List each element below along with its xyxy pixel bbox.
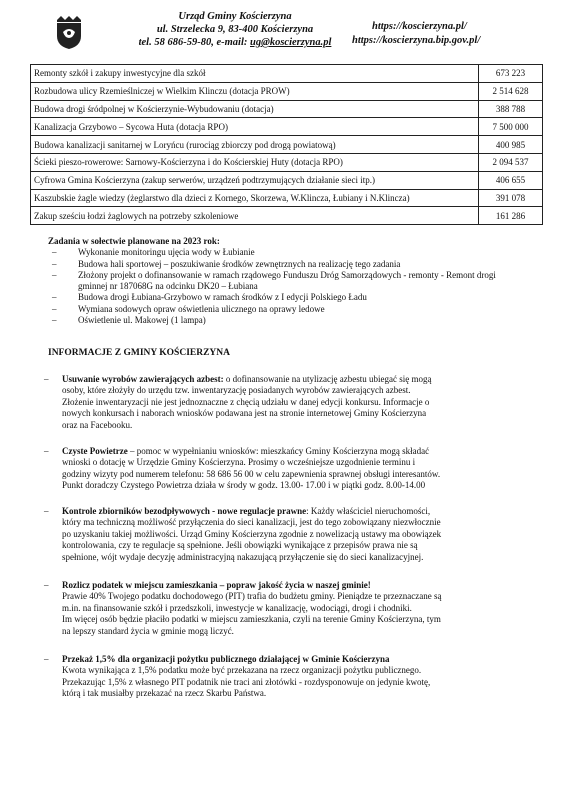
info-line: Im więcej osób będzie płaciło podatki w miejscu zamieszkania, czyli na terenie Gminy Kościerzyna, tym [62, 614, 441, 625]
tasks-list [48, 247, 508, 326]
website-link[interactable]: https://koscierzyna.pl/ [372, 21, 467, 32]
investment-name: Rozbudowa ulicy Rzemieślniczej w Wielkim Klinczu (dotacja PROW) [31, 82, 479, 100]
info-line: – pomoc w wypełnianiu wniosków: mieszkańcy Gminy Kościerzyna mogą składać [127, 446, 430, 456]
info-line: na lepszy standard życia w gminie mogą liczyć. [62, 625, 234, 636]
tasks-title: Zadania w sołectwie planowane na 2023 rok: [48, 236, 220, 246]
investment-amount: 388 788 [479, 100, 543, 118]
info-line: spełnione, wójt wydaje decyzję administracyjną nakazującą przyłączenie się do sieci kanalizacyjnej. [62, 551, 424, 562]
info-heading: Przekaż 1,5% dla organizacji pożytku publicznego działającej w Gminie Kościerzyna [62, 654, 390, 664]
info-item-asbestos [44, 374, 514, 431]
investment-name: Ścieki pieszo-rowerowe: Sarnowy-Kościerzyna i do Kościerskiej Huty (dotacja RPO) [31, 153, 479, 171]
info-line: godziny wizyty pod numerem telefonu: 58 686 56 00 w celu zapewnienia sprawnej obsługi interesantów. [62, 468, 441, 479]
office-contact [110, 36, 360, 49]
investment-name: Kaszubskie żagle wiedzy (żeglarstwo dla dzieci z Kornego, Skorzewa, W.Klincza, Łubiany i N.Klincza) [31, 189, 479, 207]
table-row [31, 82, 543, 100]
list-item: – Wykonanie monitoringu ujęcia wody w Łubianie [48, 247, 508, 258]
investment-name: Budowa drogi śródpolnej w Kościerzynie-Wybudowaniu (dotacja) [31, 100, 479, 118]
investment-amount: 7 500 000 [479, 118, 543, 136]
dash-bullet: – [44, 374, 49, 384]
web-links [352, 20, 562, 48]
info-line: który ma techniczną możliwość przyłączenia do sieci kanalizacji, jest do tego zobowiązany niezwłocznie [62, 517, 441, 528]
table-row [31, 100, 543, 118]
info-title: INFORMACJE Z GMINY KOŚCIERZYNA [48, 348, 231, 358]
info-heading: Kontrole zbiorników bezodpływowych - nowe regulacje prawne [62, 506, 307, 516]
info-line: którą i tak musiałby przekazać na rzecz Skarbu Państwa. [62, 688, 267, 699]
info-item-tax [44, 580, 514, 637]
table-row [31, 153, 543, 171]
investment-amount: 161 286 [479, 207, 543, 225]
info-heading: Usuwanie wyrobów zawierających azbest: [62, 374, 224, 384]
list-item: – Budowa drogi Łubiana-Grzybowo w ramach środków z I edycji Polskiego Ładu [48, 292, 508, 303]
table-row [31, 171, 543, 189]
investment-name: Zakup sześciu łodzi żaglowych na potrzeby szkoleniowe [31, 207, 479, 225]
list-item: – Wymiana sodowych opraw oświetlenia ulicznego na oprawy ledowe [48, 304, 508, 315]
investment-name: Remonty szkół i zakupy inwestycyjne dla szkół [31, 65, 479, 83]
municipality-crest-icon [54, 14, 84, 50]
investment-amount: 673 223 [479, 65, 543, 83]
info-line: : Każdy właściciel nieruchomości, [306, 506, 431, 516]
list-item: – Budowa hali sportowej – poszukiwanie środków zewnętrznych na realizację tego zadania [48, 259, 508, 270]
table-row [31, 207, 543, 225]
info-line: Punkt doradczy Czystego Powietrza działa w środy w godz. 13.00- 17.00 i w piątki godz. 8.00-14.00 [62, 480, 426, 491]
investment-amount: 400 985 [479, 136, 543, 154]
info-line: nowych konkursach i naborach wniosków podawana jest na stronie internetowej Gminy Kościerzyna [62, 408, 427, 419]
info-item-septic-tanks [44, 506, 514, 563]
table-row [31, 65, 543, 83]
dash-bullet: – [44, 446, 49, 456]
info-line: osoby, które złożyły do urzędu tzw. inwentaryzację posiadanych wyrobów zawierających azbest. [62, 385, 411, 396]
list-item: – Oświetlenie ul. Makowej (1 lampa) [48, 315, 508, 326]
dash-bullet: – [44, 654, 49, 664]
info-line: m.in. na finansowanie szkół i przedszkoli, inwestycje w kanalizację, wodociągi, drogi i chodniki. [62, 602, 412, 613]
info-item-clean-air [44, 446, 514, 492]
investment-amount: 2 094 537 [479, 153, 543, 171]
contact-phone: tel. 58 686-59-80, e-mail: [138, 37, 251, 48]
office-name: Urząd Gminy Kościerzyna [178, 11, 292, 22]
letterhead [110, 10, 360, 49]
dash-bullet: – [44, 506, 49, 516]
investment-name: Cyfrowa Gmina Kościerzyna (zakup serwerów, urządzeń podtrzymujących działanie sieci itp.) [31, 171, 479, 189]
info-line: o dofinansowanie na utylizację azbestu ubiegać się mogą [223, 374, 432, 384]
investment-amount: 2 514 628 [479, 82, 543, 100]
info-item-opp [44, 654, 514, 700]
table-row [31, 189, 543, 207]
info-heading: Rozlicz podatek w miejscu zamieszkania – popraw jakość życia w naszej gminie! [62, 580, 371, 590]
tasks-section [48, 236, 508, 326]
dash-bullet: – [44, 580, 49, 590]
info-line: Kwota wynikająca z 1,5% podatku może być przekazana na rzecz organizacji pożytku publicznego. [62, 665, 422, 676]
info-line: Prawie 40% Twojego podatku dochodowego (PIT) trafia do budżetu gminy. Pieniądze te przeznaczane są [62, 591, 442, 602]
info-line: kontrolowania, czy te regulacje są spełnione. Jeśli obowiązki wynikające z przepisów prawa nie są [62, 540, 418, 551]
bip-link[interactable]: https://koscierzyna.bip.gov.pl/ [352, 35, 481, 46]
table-row [31, 136, 543, 154]
investments-table [30, 64, 543, 225]
info-line: oraz na Facebooku. [62, 419, 133, 430]
table-row [31, 118, 543, 136]
info-line: wnioski o dotację w Urzędzie Gminy Kościerzyna. Prosimy o wcześniejsze uzgodnienie terminu i [62, 457, 416, 468]
investment-name: Kanalizacja Grzybowo – Sycowa Huta (dotacja RPO) [31, 118, 479, 136]
info-line: Złożenie inwentaryzacji nie jest jednoznaczne z chęcią udziału w danej edycji konkursu. Informacje o [62, 396, 430, 407]
info-line: po uzyskaniu takiej możliwości. Urząd Gminy Kościerzyna zgodnie z nowelizacją ustawy ma obowiązek [62, 528, 442, 539]
list-item: – Złożony projekt o dofinansowanie w ramach rządowego Funduszu Dróg Samorządowych - remonty - Remont drogi gminnej nr 187068G na odcinku DK20 – Łubiana [48, 270, 508, 293]
info-line: Przekazując 1,5% z własnego PIT podatnik nie traci ani złotówki - rozdysponowuje on jedynie kwotę, [62, 676, 431, 687]
office-address: ul. Strzelecka 9, 83-400 Kościerzyna [156, 24, 314, 35]
contact-email[interactable]: ug@koscierzyna.pl [250, 37, 332, 48]
info-heading: Czyste Powietrze [62, 446, 128, 456]
investment-amount: 406 655 [479, 171, 543, 189]
investment-amount: 391 078 [479, 189, 543, 207]
investment-name: Budowa kanalizacji sanitarnej w Loryńcu (rurociąg zbiorczy pod drogą powiatową) [31, 136, 479, 154]
